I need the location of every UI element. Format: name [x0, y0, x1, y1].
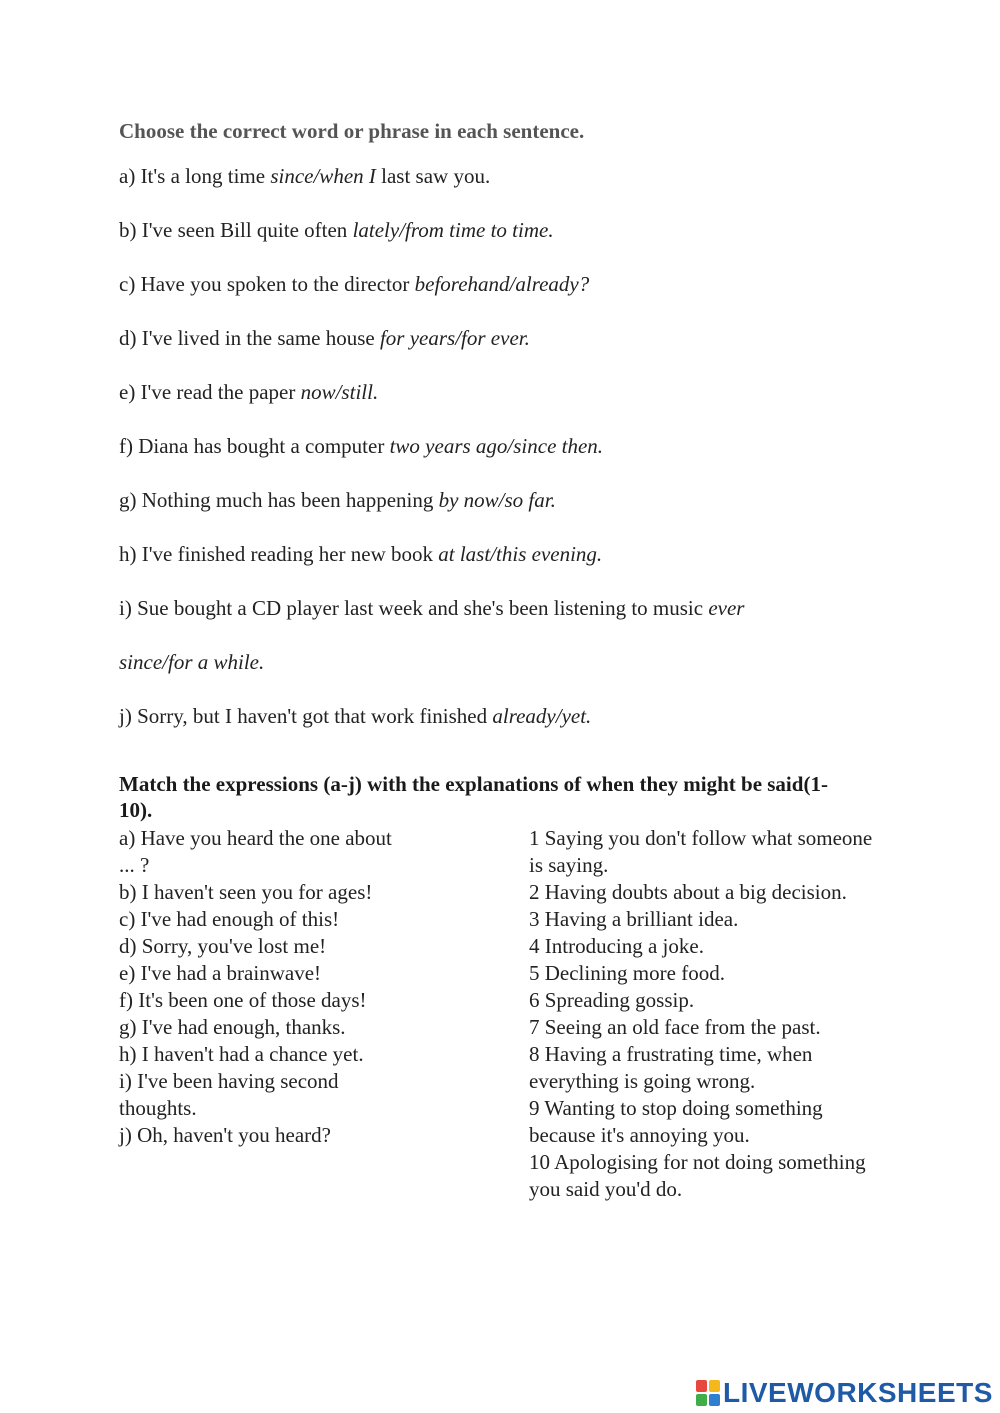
question-line — [119, 272, 589, 297]
explanation-item: 4 Introducing a joke. — [529, 934, 704, 958]
answer-options: beforehand/already? — [414, 272, 590, 296]
question-text: e) I've read the paper — [119, 380, 301, 404]
question-text: a) It's a long time — [119, 164, 271, 188]
question-text: b) I've seen Bill quite often — [119, 218, 353, 242]
logo-square — [709, 1380, 720, 1392]
question-text: j) Sorry, but I haven't got that work finished — [119, 704, 493, 728]
answer-options: for years/for ever. — [379, 326, 530, 350]
answer-options: since/when I — [270, 164, 376, 188]
question-text: d) I've lived in the same house — [119, 326, 380, 350]
explanation-item: 2 Having doubts about a big decision. — [529, 880, 847, 904]
expression-item: b) I haven't seen you for ages! — [119, 880, 373, 904]
answer-options: at last/this evening. — [438, 542, 603, 566]
explanation-item: 6 Spreading gossip. — [529, 988, 695, 1012]
explanation-item: 5 Declining more food. — [529, 961, 725, 985]
explanation-item: 10 Apologising for not doing something you said you'd do. — [529, 1150, 866, 1201]
question-line — [119, 218, 554, 243]
explanation-item: 9 Wanting to stop doing something because it's annoying you. — [529, 1096, 823, 1147]
logo-squares-icon — [696, 1380, 720, 1406]
question-line — [119, 596, 744, 621]
question-line — [119, 380, 378, 405]
explanation-item: 7 Seeing an old face from the past. — [529, 1015, 821, 1039]
question-text: g) Nothing much has been happening — [119, 488, 439, 512]
expression-item: j) Oh, haven't you heard? — [119, 1123, 331, 1147]
expression-item: g) I've had enough, thanks. — [119, 1015, 346, 1039]
liveworksheets-logo — [696, 1376, 996, 1410]
question-line — [119, 488, 556, 513]
expression-column — [119, 825, 409, 1149]
logo-square — [709, 1394, 720, 1406]
section2-title: Match the expressions (a-j) with the explanations of when they might be said(1-10). — [119, 772, 828, 822]
question-text: h) I've finished reading her new book — [119, 542, 439, 566]
question-line — [119, 704, 591, 729]
answer-options: lately/from time to time. — [352, 218, 554, 242]
expression-item: f) It's been one of those days! — [119, 988, 367, 1012]
explanation-column — [529, 825, 874, 1203]
expression-item: i) I've been having second thoughts. — [119, 1069, 339, 1120]
question-line — [119, 434, 603, 459]
answer-options: ever — [708, 596, 745, 620]
expression-item: e) I've had a brainwave! — [119, 961, 322, 985]
answer-options: since/for a while. — [119, 650, 265, 674]
answer-options: by now/so far. — [438, 488, 556, 512]
explanation-item: 8 Having a frustrating time, when everything is going wrong. — [529, 1042, 813, 1093]
question-line — [119, 542, 602, 567]
brand-name: LIVEWORKSHEETS — [723, 1377, 993, 1408]
expression-item: d) Sorry, you've lost me! — [119, 934, 327, 958]
expression-item: a) Have you heard the one about ... ? — [119, 826, 392, 877]
question-text: c) Have you spoken to the director — [119, 272, 415, 296]
question-text-end: last saw you. — [375, 164, 491, 188]
expression-item: h) I haven't had a chance yet. — [119, 1042, 364, 1066]
logo-square — [696, 1380, 707, 1392]
answer-options: now/still. — [300, 380, 379, 404]
explanation-item: 3 Having a brilliant idea. — [529, 907, 739, 931]
question-line — [119, 650, 264, 675]
answer-options: two years ago/since then. — [389, 434, 604, 458]
question-line — [119, 164, 490, 189]
section1-title: Choose the correct word or phrase in each sentence. — [119, 119, 585, 143]
question-text: i) Sue bought a CD player last week and she's been listening to music — [119, 596, 709, 620]
explanation-item: 1 Saying you don't follow what someone is saying. — [529, 826, 873, 877]
answer-options: already/yet. — [492, 704, 592, 728]
logo-square — [696, 1394, 707, 1406]
expression-item: c) I've had enough of this! — [119, 907, 340, 931]
question-text: f) Diana has bought a computer — [119, 434, 390, 458]
question-line — [119, 326, 530, 351]
